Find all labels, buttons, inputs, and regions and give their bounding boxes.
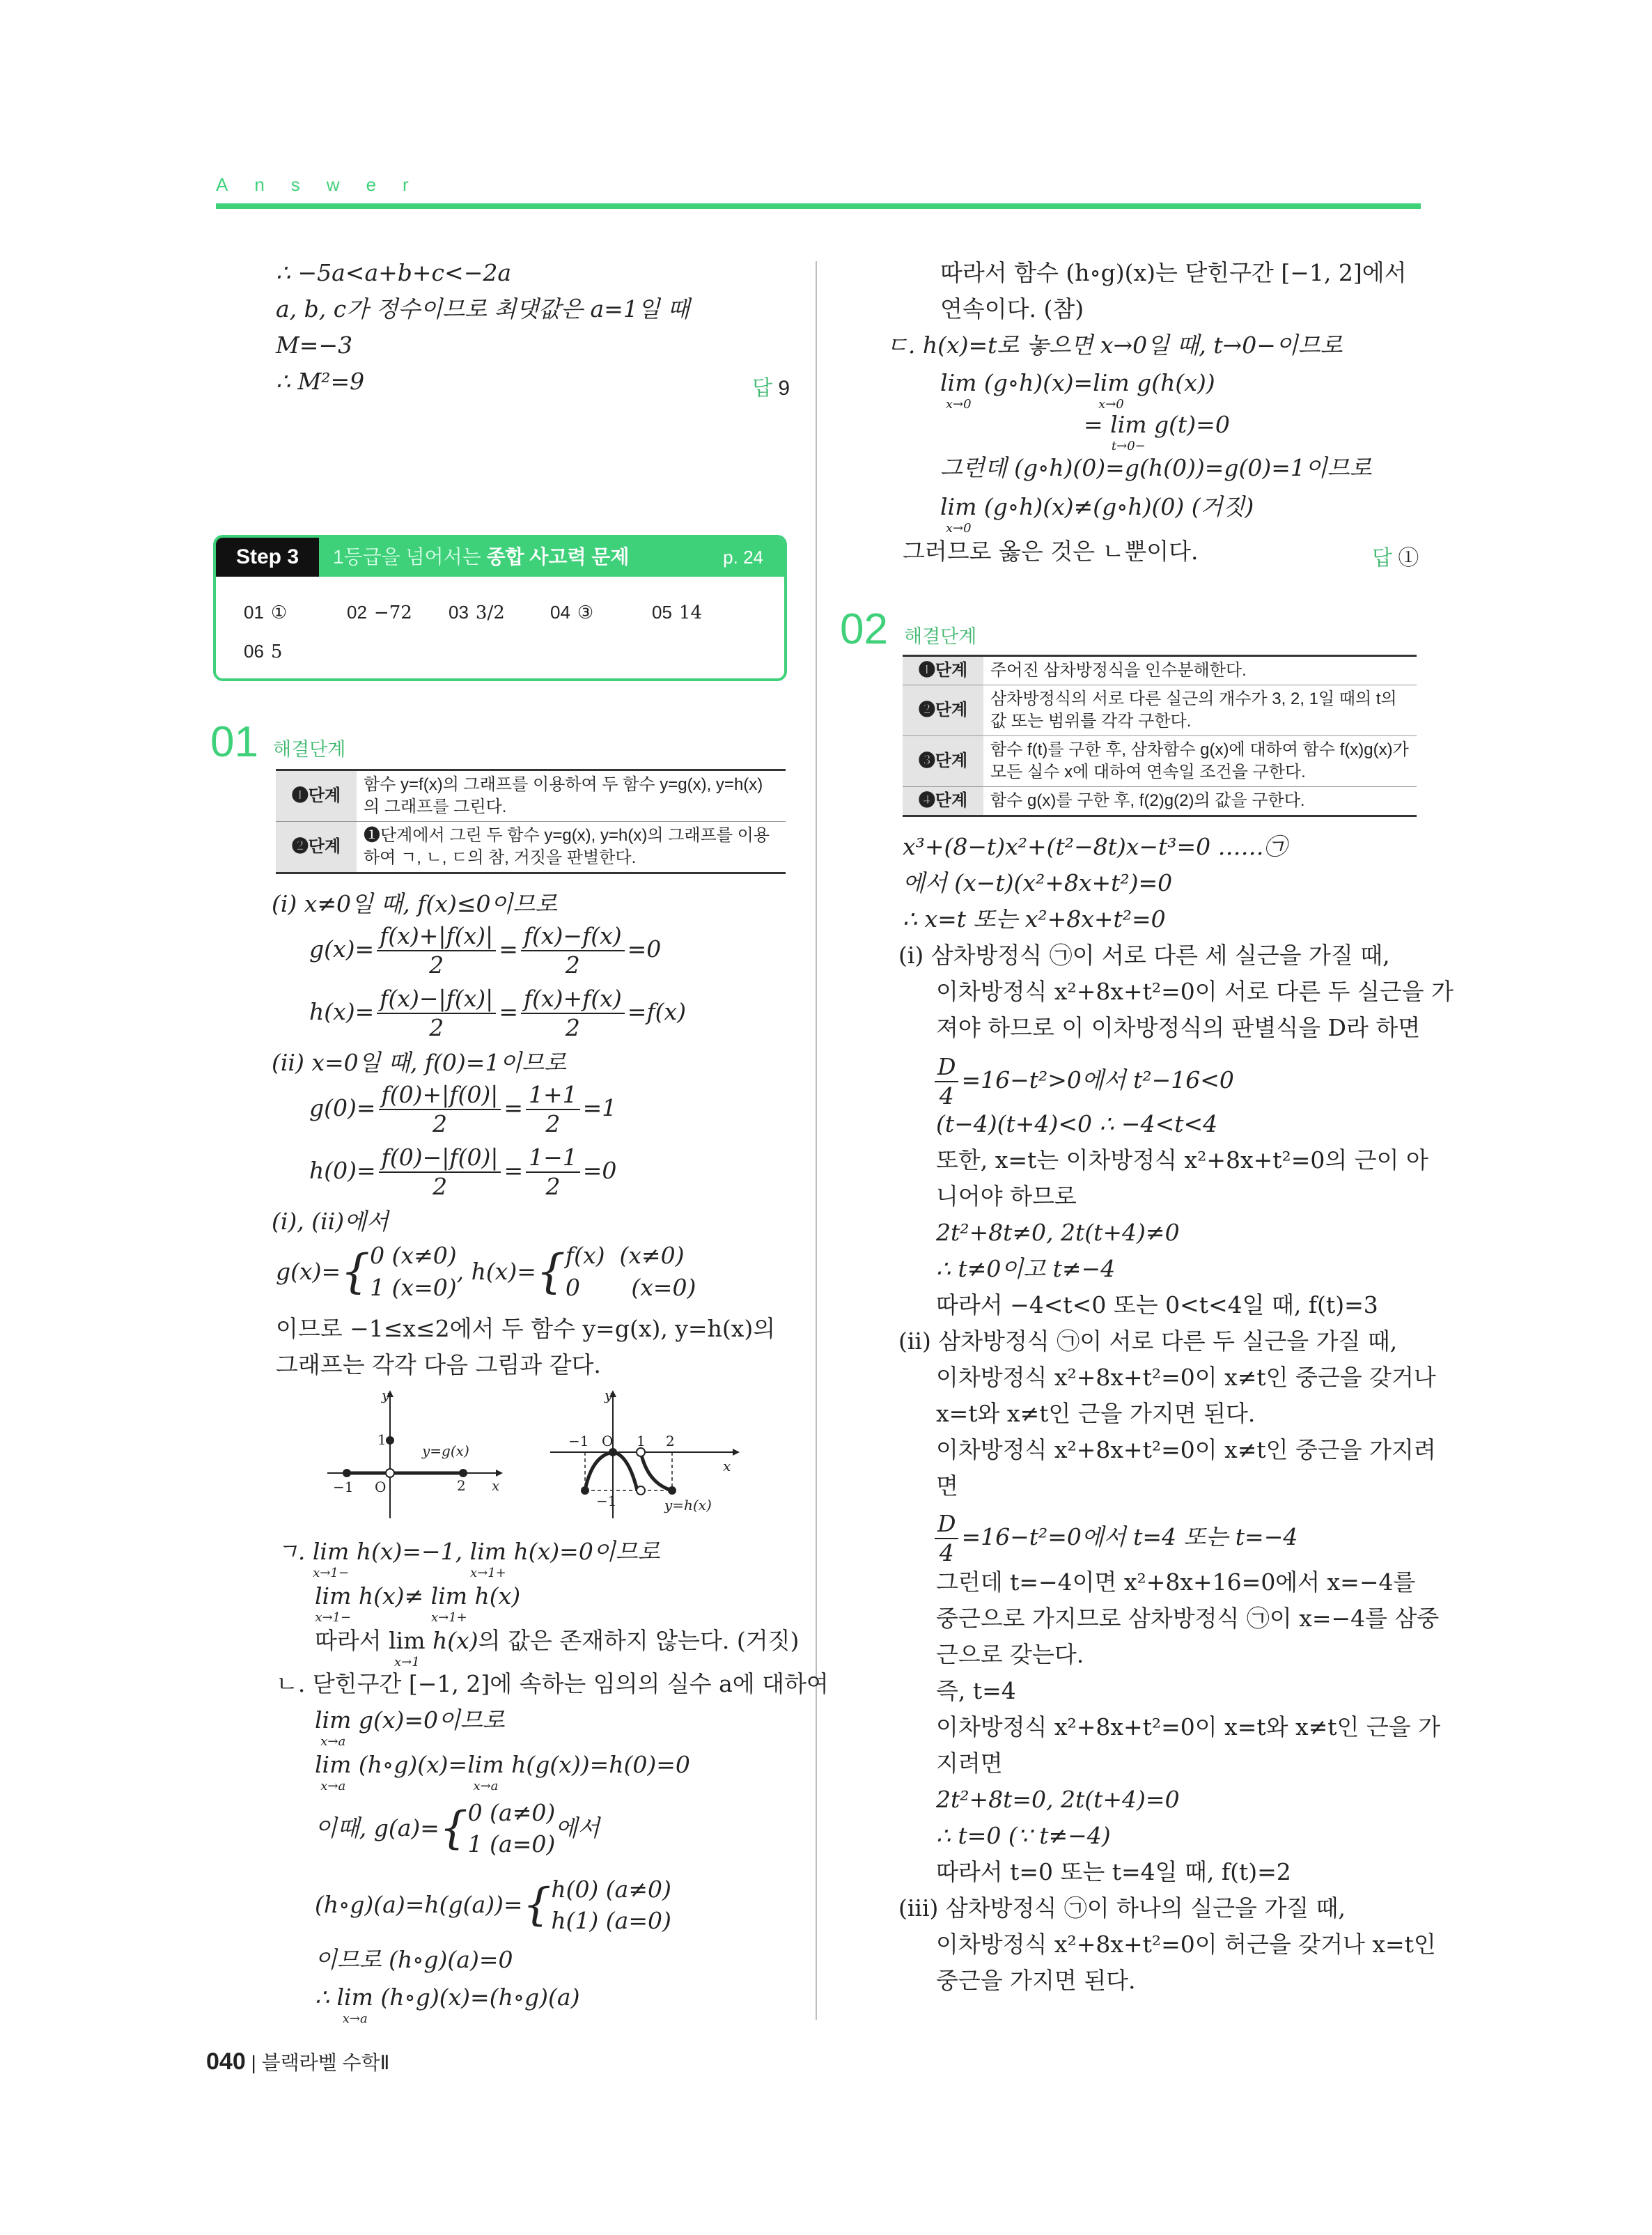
- svg-text:2: 2: [666, 1433, 675, 1449]
- r-line-2: 연속이다. (참): [940, 295, 1084, 322]
- prev-line-1: ∴ −5a<a+b+c<−2a: [276, 259, 512, 286]
- problem-01-answer: 답 ①: [1372, 547, 1419, 570]
- svg-text:x: x: [723, 1458, 731, 1474]
- svg-text:y: y: [382, 1387, 390, 1403]
- p2-line-2: 에서 (x−t)(x²+8x+t²)=0: [903, 869, 1173, 896]
- p2-line-22: 근으로 갖는다.: [936, 1641, 1084, 1668]
- p2-line-5: 이차방정식 x²+8x+t²=0이 서로 다른 두 실근을 가: [936, 978, 1454, 1005]
- p2-line-3: ∴ x=t 또는 x²+8x+t²=0: [903, 905, 1166, 933]
- step3-answer-04: 04 ③: [550, 602, 594, 623]
- p1-piecewise: g(x)={0 (x≠0) 1 (x=0), h(x)={f(x) (x≠0) 0 (x=0): [276, 1242, 696, 1301]
- p2-line-27: ∴ t=0 (∵ t≠−4): [936, 1822, 1111, 1849]
- p1-line-lim-hg: lim x→a (h∘g)(x)= lim x→a h(g(x))=h(0)=0: [315, 1751, 690, 1793]
- prev-line-4: ∴ M²=9: [276, 368, 365, 395]
- p1-line-hga: (h∘g)(a)=h(g(a))={h(0) (a≠0) h(1) (a=0): [315, 1876, 671, 1934]
- p2-line-10: 니어야 하므로: [936, 1183, 1077, 1210]
- p2-line-17: 이차방정식 x²+8x+t²=0이 x≠t인 중근을 가지려: [936, 1436, 1436, 1463]
- svg-text:y: y: [605, 1387, 613, 1403]
- step3-answer-06: 06 5: [244, 641, 283, 662]
- step-label: ❷단계: [276, 822, 357, 873]
- step-label: ❶단계: [276, 770, 357, 822]
- p1-eq-g: g(x)= $\frac{f(x)+|f(x)|}{2}$ = $\frac{f(x)-f(x)}{2}$ =0: [309, 922, 662, 979]
- p1-line-lim-g: lim x→a g(x)=0이므로: [315, 1706, 505, 1749]
- p1-line-combine: (i), (ii)에서: [272, 1208, 389, 1235]
- page-number: 040: [206, 2048, 246, 2075]
- svg-text:x: x: [492, 1477, 500, 1494]
- p2-line-12: ∴ t≠0이고 t≠−4: [936, 1255, 1116, 1282]
- step-label: ❶단계: [903, 656, 983, 685]
- prev-line-3: M=−3: [276, 332, 353, 359]
- p2-line-1: x³+(8−t)x²+(t²−8t)x−t³=0 ……㉠: [903, 833, 1287, 860]
- p1-line-graph-intro: 그래프는 각각 다음 그림과 같다.: [276, 1351, 601, 1378]
- problem-01-number: 01: [210, 718, 258, 766]
- step-text: 함수 y=f(x)의 그래프를 이용하여 두 함수 y=g(x), y=h(x)의 그래프를 그린다.: [357, 770, 786, 822]
- p2-line-19: $\frac{D}{4}$ =16−t²=0에서 t=4 또는 t=−4: [932, 1510, 1298, 1567]
- svg-text:O: O: [375, 1479, 387, 1495]
- problem-02-subtitle: 해결단계: [904, 626, 977, 647]
- p2-line-29: (iii) 삼차방정식 ㉠이 하나의 실근을 가질 때,: [898, 1894, 1346, 1922]
- r-line-1: 따라서 함수 (h∘g)(x)는 닫힌구간 [−1, 2]에서: [940, 259, 1407, 286]
- graph-g: [327, 1387, 503, 1518]
- prev-answer: 답 9: [752, 377, 790, 400]
- step3-box: [213, 535, 787, 681]
- p1-line-therefore: 이므로 −1≤x≤2에서 두 함수 y=g(x), y=h(x)의: [276, 1315, 776, 1342]
- p2-line-25: 지려면: [936, 1750, 1003, 1777]
- graph-h-label: y=h(x): [664, 1497, 712, 1513]
- graph-figure: [320, 1386, 780, 1525]
- problem-02-number: 02: [840, 605, 888, 653]
- r-line-lim-gt: = lim t→0− g(t)=0: [1084, 411, 1230, 453]
- p2-line-31: 중근을 가지면 된다.: [936, 1967, 1136, 1994]
- step3-answer-05: 05 14: [652, 602, 703, 623]
- r-line-digeut: ㄷ. h(x)=t로 놓으면 x→0일 때, t→0−이므로: [886, 332, 1343, 359]
- step-text: ❶단계에서 그린 두 함수 y=g(x), y=h(x)의 그래프를 이용하여 ㄱ, ㄴ, ㄷ의 참, 거짓을 판별한다.: [357, 822, 786, 873]
- book-title: 블랙라벨 수학Ⅱ: [261, 2052, 390, 2073]
- graph-g-label: y=g(x): [422, 1442, 469, 1459]
- problem-01-step-table: [276, 769, 786, 874]
- p2-line-15: 이차방정식 x²+8x+t²=0이 x≠t인 중근을 갖거나: [936, 1364, 1436, 1391]
- p1-eq-g0: g(0)= $\frac{f(0)+|f(0)|}{2}$ = $\frac{1+1}{2}$ =1: [309, 1081, 617, 1137]
- p2-line-8: (t−4)(t+4)<0 ∴ −4<t<4: [936, 1110, 1218, 1137]
- p1-line-hga0: 이므로 (h∘g)(a)=0: [315, 1946, 513, 1973]
- step-label: ❷단계: [903, 685, 983, 736]
- step3-title: 1등급을 넘어서는 종합 사고력 문제: [333, 546, 630, 568]
- p1-line-continuous: ∴ lim x→a (h∘g)(x)=(h∘g)(a): [315, 1984, 580, 2026]
- p1-line-ga: 이때, g(a)={0 (a≠0) 1 (a=0)에서: [315, 1799, 600, 1858]
- header-rule: [216, 203, 1421, 209]
- r-line-conclusion: 그러므로 옳은 것은 ㄴ뿐이다.: [903, 538, 1199, 565]
- p2-line-6: 져야 하므로 이 이차방정식의 판별식을 D라 하면: [936, 1014, 1421, 1041]
- step3-label: Step 3: [216, 538, 319, 577]
- p2-line-11: 2t²+8t≠0, 2t(t+4)≠0: [936, 1219, 1180, 1246]
- p1-line-nieun: ㄴ. 닫힌구간 [−1, 2]에 속하는 임의의 실수 a에 대하여: [276, 1670, 829, 1697]
- svg-text:O: O: [602, 1433, 614, 1449]
- step3-answer-03: 03 3/2: [449, 602, 505, 623]
- column-divider: [816, 261, 817, 2020]
- p1-line-neq: lim x→1− h(x)≠ lim x→1+ h(x): [315, 1582, 521, 1625]
- p2-line-20: 그런데 t=−4이면 x²+8x+16=0에서 x=−4를: [936, 1568, 1416, 1596]
- step3-header: [216, 538, 784, 577]
- r-line-gh0: 그런데 (g∘h)(0)=g(h(0))=g(0)=1이므로: [940, 454, 1372, 481]
- svg-text:−1: −1: [333, 1479, 354, 1495]
- p2-line-4: (i) 삼차방정식 ㉠이 서로 다른 세 실근을 가질 때,: [898, 942, 1390, 969]
- step3-page-ref: p. 24: [723, 547, 763, 568]
- p1-line-false: 따라서 lim x→1 h(x)의 값은 존재하지 않는다. (거짓): [315, 1627, 800, 1669]
- r-line-neq: lim x→0 (g∘h)(x)≠(g∘h)(0) (거짓): [940, 493, 1254, 536]
- p2-line-23: 즉, t=4: [936, 1677, 1016, 1704]
- step-text: 함수 g(x)를 구한 후, f(2)g(2)의 값을 구한다.: [983, 787, 1417, 816]
- p1-line-giyeok: ㄱ. lim x→1− h(x)=−1, lim x→1+ h(x)=0이므로: [276, 1538, 660, 1580]
- p2-line-30: 이차방정식 x²+8x+t²=0이 허근을 갖거나 x=t인: [936, 1931, 1436, 1958]
- problem-02-step-table: [903, 655, 1417, 817]
- header-answer-label: Answer: [216, 174, 435, 195]
- p2-line-28: 따라서 t=0 또는 t=4일 때, f(t)=2: [936, 1858, 1291, 1885]
- p1-eq-h0: h(0)= $\frac{f(0)-|f(0)|}{2}$ = $\frac{1-1}{2}$ =0: [309, 1144, 617, 1200]
- step3-answer-01: 01 ①: [244, 602, 288, 623]
- p2-line-18: 면: [936, 1472, 958, 1500]
- step-label: ❸단계: [903, 736, 983, 787]
- step-text: 삼차방정식의 서로 다른 실근의 개수가 3, 2, 1일 때의 t의 값 또는 범위를 각각 구한다.: [983, 685, 1417, 736]
- p1-eq-h: h(x)= $\frac{f(x)-|f(x)|}{2}$ = $\frac{f(x)+f(x)}{2}$ =f(x): [309, 985, 687, 1041]
- r-line-lim-gh: lim x→0 (g∘h)(x)= lim x→0 g(h(x)): [940, 369, 1215, 412]
- step-label: ❹단계: [903, 787, 983, 816]
- p2-line-14: (ii) 삼차방정식 ㉠이 서로 다른 두 실근을 가질 때,: [898, 1327, 1398, 1355]
- step-text: 주어진 삼차방정식을 인수분해한다.: [983, 656, 1417, 685]
- p2-line-24: 이차방정식 x²+8x+t²=0이 x=t와 x≠t인 근을 가: [936, 1713, 1441, 1741]
- svg-text:1: 1: [637, 1433, 646, 1449]
- problem-01-subtitle: 해결단계: [273, 739, 346, 760]
- p2-line-13: 따라서 −4<t<0 또는 0<t<4일 때, f(t)=3: [936, 1291, 1378, 1318]
- step-text: 함수 f(t)를 구한 후, 삼차함수 g(x)에 대하여 함수 f(x)g(x)가 모든 실수 x에 대하여 연속일 조건을 구한다.: [983, 736, 1417, 787]
- svg-text:1: 1: [377, 1431, 387, 1448]
- p2-line-21: 중근으로 가지므로 삼차방정식 ㉠이 x=−4를 삼중: [936, 1605, 1440, 1632]
- svg-text:−1: −1: [568, 1433, 589, 1449]
- p2-line-7: $\frac{D}{4}$ =16−t²>0에서 t²−16<0: [932, 1053, 1234, 1110]
- prev-line-2: a, b, c가 정수이므로 최댓값은 a=1일 때: [276, 295, 690, 322]
- p1-line-case-ii: (ii) x=0일 때, f(0)=1이므로: [272, 1049, 567, 1076]
- p2-line-16: x=t와 x≠t인 근을 가지면 된다.: [936, 1400, 1256, 1427]
- p2-line-26: 2t²+8t=0, 2t(t+4)=0: [936, 1786, 1180, 1813]
- step3-answer-02: 02 −72: [347, 602, 412, 623]
- p2-line-9: 또한, x=t는 이차방정식 x²+8x+t²=0의 근이 아: [936, 1146, 1428, 1174]
- graph-h: [550, 1387, 740, 1518]
- page-footer: 040 | 블랙라벨 수학Ⅱ: [206, 2048, 390, 2075]
- svg-text:2: 2: [457, 1477, 466, 1494]
- svg-text:−1: −1: [596, 1493, 617, 1509]
- p1-line-case-i: (i) x≠0일 때, f(x)≤0이므로: [272, 890, 558, 917]
